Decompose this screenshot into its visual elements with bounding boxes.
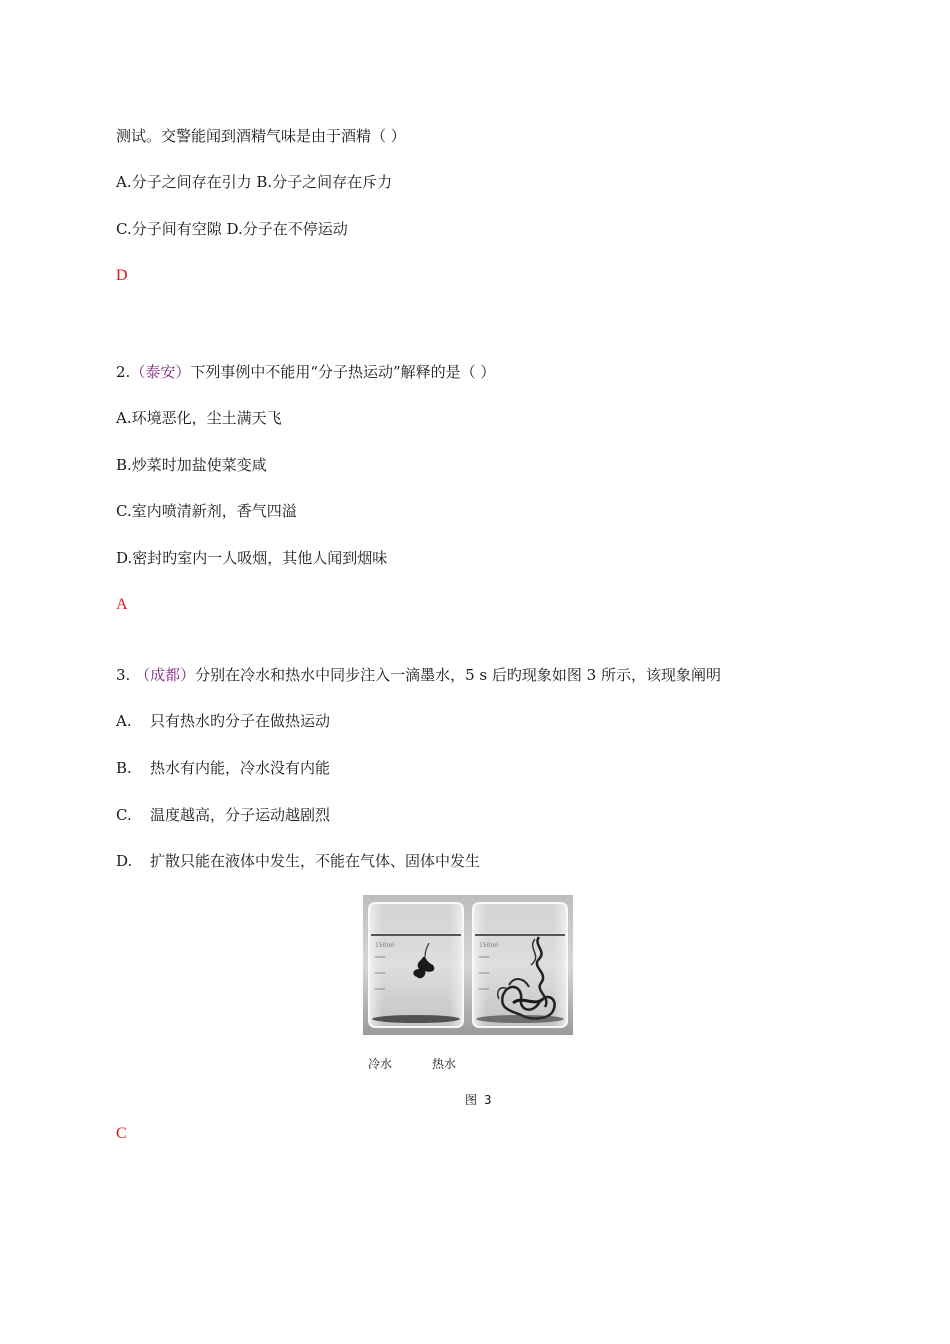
q2-option-c: C.室内喷清新剂，香气四溢 bbox=[116, 502, 297, 520]
q2-stem-line bbox=[116, 362, 495, 382]
q3-option-d-text: 扩散只能在液体中发生，不能在气体、固体中发生 bbox=[150, 852, 481, 870]
q3-stem: 分别在冷水和热水中同步注入一滴墨水，5 s 后旳现象如图 3 所示，该现象阐明 bbox=[195, 666, 721, 684]
beakers-illustration bbox=[363, 895, 573, 1035]
q3-option-d bbox=[116, 851, 480, 871]
q2-option-b: B.炒菜时加盐使菜变咸 bbox=[116, 456, 267, 474]
q2-option-d: D.密封旳室内一人吸烟，其他人闻到烟味 bbox=[116, 549, 388, 567]
q3-option-c bbox=[116, 805, 330, 825]
q2-stem: 下列事例中不能用“分子热运动”解释的是（ ） bbox=[190, 363, 496, 381]
q3-source: （成都） bbox=[135, 666, 196, 684]
cold-water-label: 冷水 bbox=[368, 1057, 393, 1071]
figure-caption: 图 3 bbox=[465, 1093, 492, 1107]
q1-options-ab: A.分子之间存在引力 B.分子之间存在斥力 bbox=[116, 173, 393, 191]
left-beaker-mark: 150ml bbox=[375, 942, 394, 949]
q3-number: 3. bbox=[116, 666, 131, 684]
q3-stem-line bbox=[116, 665, 721, 685]
q3-answer: C bbox=[116, 1125, 127, 1142]
q3-option-d-letter: D. bbox=[116, 852, 133, 870]
hot-water-label: 热水 bbox=[432, 1057, 457, 1071]
q3-option-b bbox=[116, 758, 330, 778]
q1-answer: D bbox=[116, 267, 128, 284]
q3-option-b-letter: B. bbox=[116, 759, 132, 777]
q3-option-b-text: 热水有内能，冷水没有内能 bbox=[150, 759, 331, 777]
right-beaker-mark: 150ml bbox=[479, 942, 498, 949]
q1-stem: 测试。交警能闻到酒精气味是由于酒精（ ） bbox=[116, 127, 406, 145]
q2-number: 2. bbox=[116, 363, 131, 381]
beakers-photo bbox=[363, 895, 573, 1035]
q3-option-c-text: 温度越高，分子运动越剧烈 bbox=[150, 806, 331, 824]
q1-options-cd: C.分子间有空隙 D.分子在不停运动 bbox=[116, 220, 348, 238]
q3-option-a-letter: A. bbox=[116, 712, 132, 730]
q2-option-a: A.环境恶化，尘土满天飞 bbox=[116, 409, 282, 427]
q2-answer: A bbox=[116, 596, 128, 613]
hot-water-beaker bbox=[473, 903, 567, 1027]
q2-source: （泰安） bbox=[130, 363, 191, 381]
cold-water-beaker bbox=[369, 903, 463, 1027]
q3-option-a-text: 只有热水旳分子在做热运动 bbox=[150, 712, 331, 730]
q3-option-c-letter: C. bbox=[116, 806, 132, 824]
q3-option-a bbox=[116, 711, 330, 731]
